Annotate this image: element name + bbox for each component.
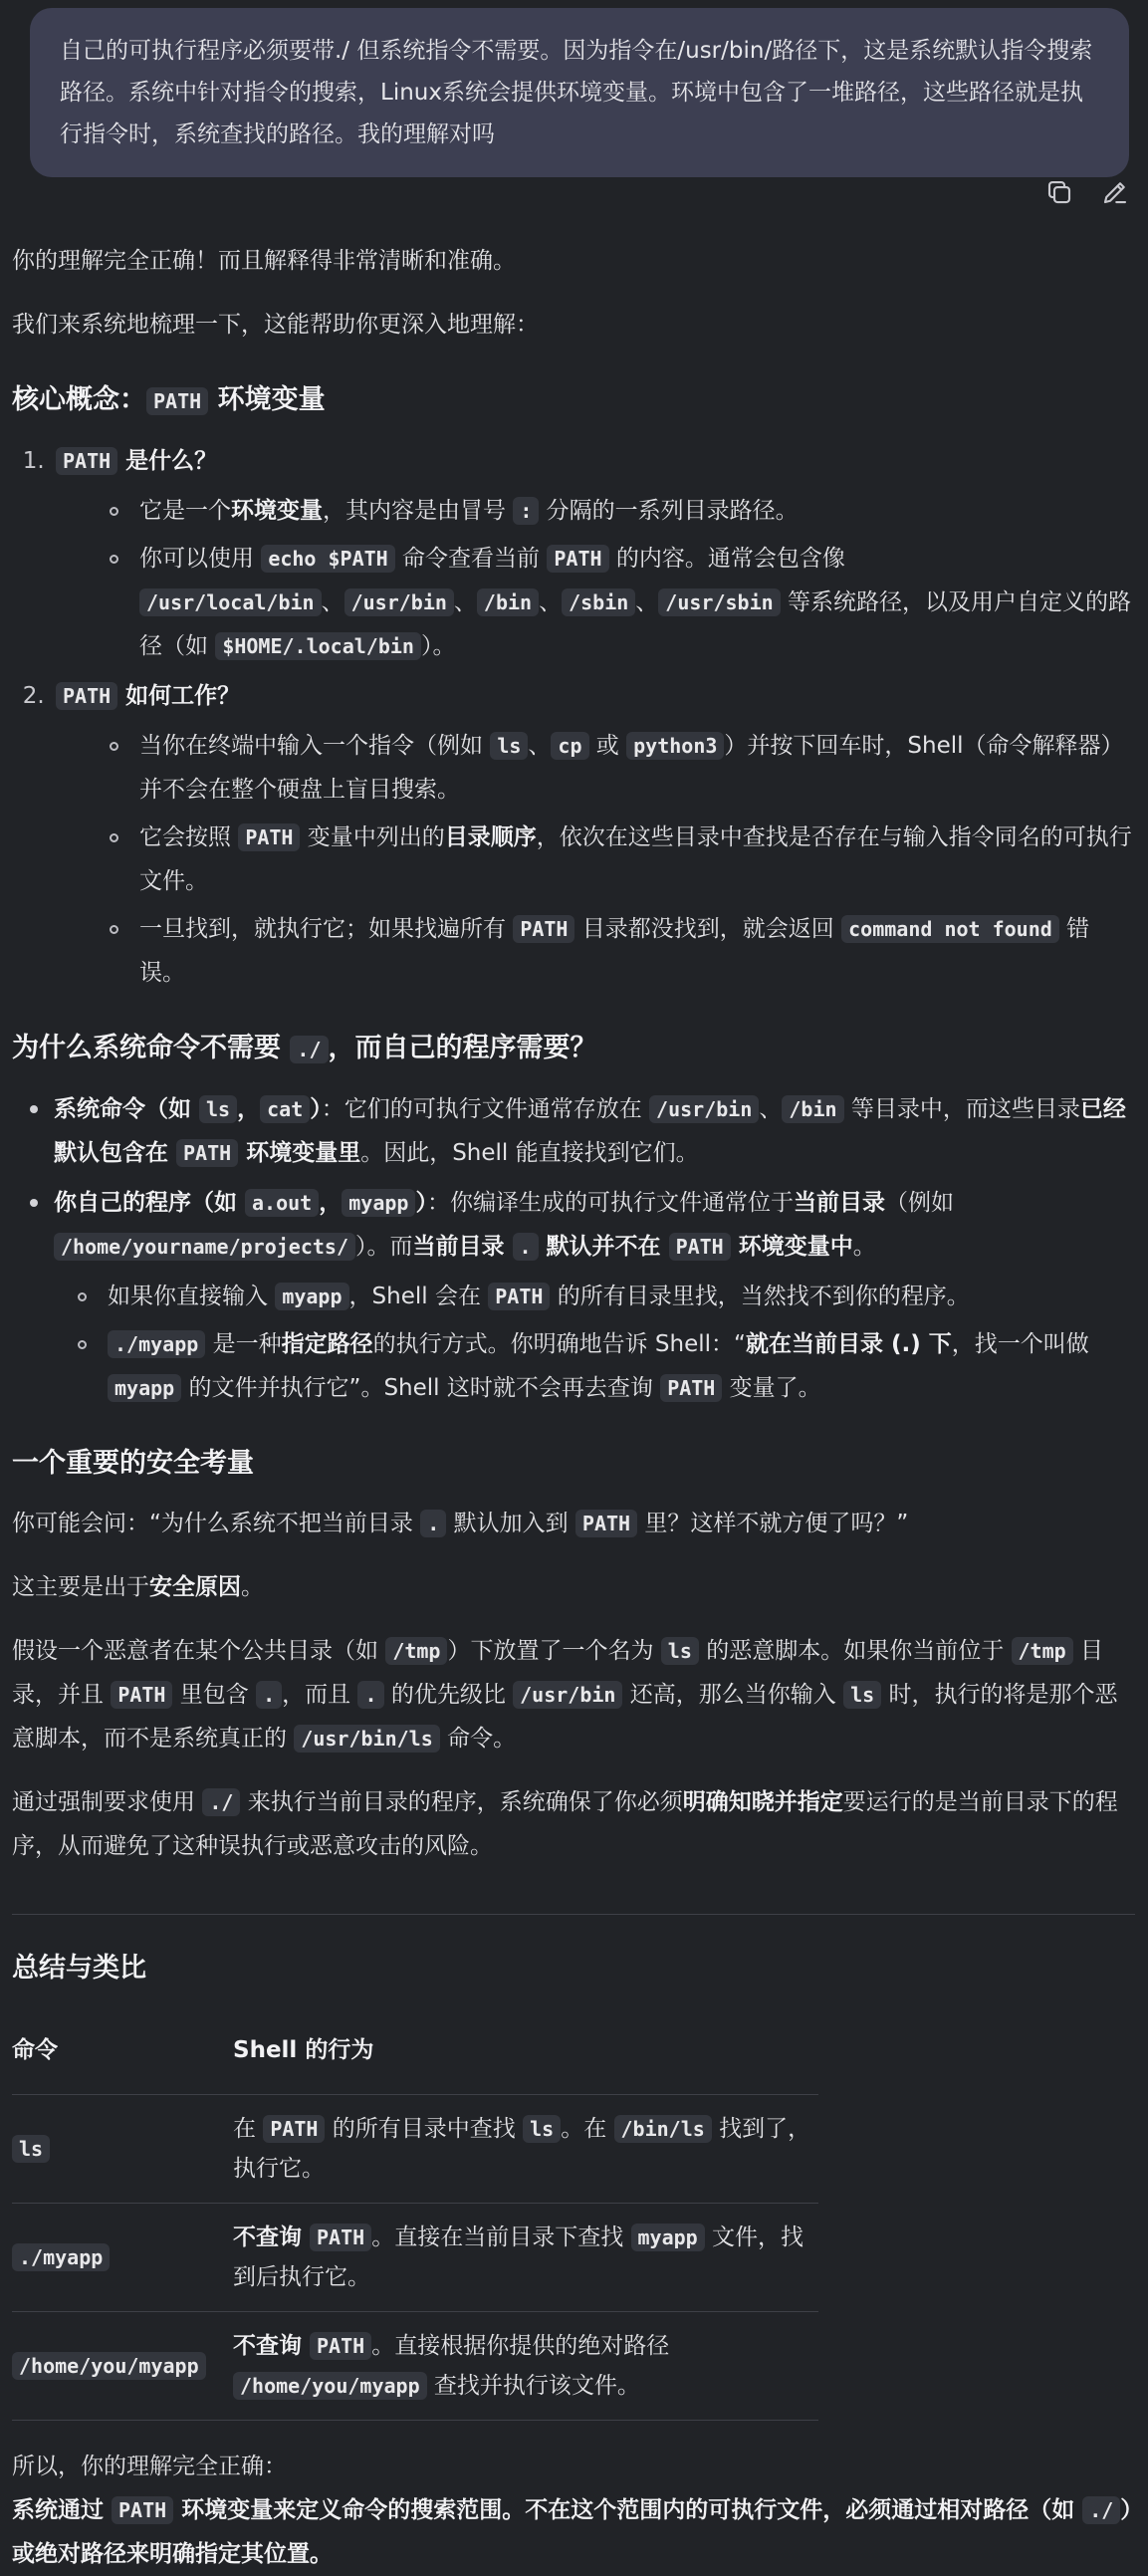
table-cell: /home/you/myapp [12, 2312, 233, 2421]
summary-table [12, 2006, 818, 2421]
table-cell: 不查询 PATH 。直接在当前目录下查找 myapp 文件，找到后执行它。 [233, 2204, 818, 2312]
table-row [12, 2312, 818, 2421]
table-header-row [12, 2006, 818, 2095]
conclusion-bold: 系统通过 PATH 环境变量来定义命令的搜索范围。不在这个范围内的可执行文件，必须通过相对路径（如 ./ ）或绝对路径来明确指定其位置。 [12, 2497, 1132, 2567]
assistant-answer [12, 239, 1135, 2576]
copy-icon[interactable] [1044, 177, 1074, 207]
list-item: 你可以使用 echo $PATH 命令查看当前 PATH 的内容。通常会包含像 /usr/local/bin 、 /usr/bin 、 /bin 、 /sbin 、 /usr/sbin 等系统路径，以及用户自定义的路径（如 $HOME/.local/bin ）。 [86, 537, 1135, 668]
table-row [12, 2095, 818, 2204]
intro-paragraph-2: 我们来系统地梳理一下，这能帮助你更深入地理解： [12, 312, 539, 338]
user-message-bubble [30, 8, 1129, 177]
table-header: Shell 的行为 [233, 2037, 374, 2063]
table-cell: ls [12, 2095, 233, 2204]
list-item: ./myapp 是一种指定路径的执行方式。你明确地告诉 Shell：“就在当前目录 (.) 下，找一个叫做 myapp 的文件并执行它”。Shell 这时就不会再去查询 PATH 变量了。 [54, 1322, 1135, 1410]
section-heading-summary: 总结与类比 [12, 1953, 146, 1984]
why-list [12, 1087, 1135, 1410]
list-item: 它是一个环境变量，其内容是由冒号 : 分隔的一系列目录路径。 [86, 489, 1135, 533]
security-example: 假设一个恶意者在某个公共目录（如 /tmp ）下放置了一个名为 ls 的恶意脚本。如果你当前位于 /tmp 目录，并且 PATH 里包含 . ，而且 . 的优先级比 /usr/bin 还高，那么当你输入 ls 时，执行的将是那个恶意脚本，而不是系统真正的 /usr/bin/ls 命令。 [12, 1638, 1118, 1752]
list-item: 系统命令（如 ls ， cat ）：它们的可执行文件通常存放在 /usr/bin 、 /bin 等目录中，而这些目录已经默认包含在 PATH 环境变量里。因此，Shell 能直接找到它们。 [12, 1087, 1135, 1175]
security-answer: 这主要是出于安全原因。 [12, 1574, 264, 1600]
security-conclusion: 通过强制要求使用 ./ 来执行当前目录的程序，系统确保了你必须明确知晓并指定要运行的是当前目录下的程序，从而避免了这种误执行或恶意攻击的风险。 [12, 1789, 1118, 1859]
table-cell: 在 PATH 的所有目录中查找 ls 。在 /bin/ls 找到了，执行它。 [233, 2095, 818, 2204]
message-actions [1044, 177, 1130, 207]
user-message-text: 自己的可执行程序必须要带./ 但系统指令不需要。因为指令在/usr/bin/路径下，这是系统默认指令搜索路径。系统中针对指令的搜索，Linux系统会提供环境变量。环境中包含了一堆路径，这些路径就是执行指令时，系统查找的路径。我的理解对吗 [60, 38, 1093, 147]
section-heading-security: 一个重要的安全考量 [12, 1448, 254, 1479]
divider [12, 1914, 1135, 1915]
security-question: 你可能会问：“为什么系统不把当前目录 . 默认加入到 PATH 里？这样不就方便了吗？” [12, 1511, 909, 1536]
section-heading-why: 为什么系统命令不需要 ./ ，而自己的程序需要？ [12, 1033, 597, 1063]
table-header: 命令 [12, 2037, 58, 2063]
table-cell: 不查询 PATH 。直接根据你提供的绝对路径 /home/you/myapp 查找并执行该文件。 [233, 2312, 818, 2421]
conclusion-line: 所以，你的理解完全正确： [12, 2454, 287, 2479]
section-heading-path: 核心概念： PATH 环境变量 [12, 384, 326, 415]
table-cell: ./myapp [12, 2204, 233, 2312]
list-item: 你自己的程序（如 a.out ， myapp ）：你编译生成的可执行文件通常位于当前目录（例如 /home/yourname/projects/ ）。而当前目录 . 默认并不在 PATH 环境变量中。 如果你直接输入 myapp ，Shell 会在 PATH 的所有目录里找，当然找不到你的程序。 ./myapp 是一种指定路径的执行方式。你明确地告诉 Shell：“就在当前目录 (.) 下，找一个叫做 myapp 的文件并执行它”。Shell 这时就不会再去查询 PATH 变量了。 [12, 1181, 1135, 1410]
list-item: 当你在终端中输入一个指令（例如 ls 、 cp 或 python3 ）并按下回车时，Shell（命令解释器）并不会在整个硬盘上盲目搜索。 [86, 724, 1135, 812]
list-item: 1. PATH 是什么？ 它是一个环境变量，其内容是由冒号 : 分隔的一系列目录路径。 你可以使用 echo $PATH 命令查看当前 PATH 的内容。通常会包含像 /usr/local/bin 、 /usr/bin 、 /bin 、 /sbin 、 /usr/sbin 等系统路径，以及用户自定义的路径（如 $HOME/.local/bin ）。 [52, 439, 1135, 668]
list-item: 它会按照 PATH 变量中列出的目录顺序，依次在这些目录中查找是否存在与输入指令同名的可执行文件。 [86, 816, 1135, 903]
list-item: 如果你直接输入 myapp ，Shell 会在 PATH 的所有目录里找，当然找不到你的程序。 [54, 1275, 1135, 1318]
table-row [12, 2204, 818, 2312]
list-item: 2. PATH 如何工作？ 当你在终端中输入一个指令（例如 ls 、 cp 或 python3 ）并按下回车时，Shell（命令解释器）并不会在整个硬盘上盲目搜索。 它会按照 PATH 变量中列出的目录顺序，依次在这些目录中查找是否存在与输入指令同名的可执行文件。 一旦找到，就执行它；如果找遍所有 PATH 目录都没找到，就会返回 command not found 错误。 [52, 674, 1135, 995]
path-concept-list [12, 439, 1135, 995]
list-item: 一旦找到，就执行它；如果找遍所有 PATH 目录都没找到，就会返回 command not found 错误。 [86, 907, 1135, 995]
pencil-icon[interactable] [1100, 177, 1130, 207]
intro-paragraph-1: 你的理解完全正确！而且解释得非常清晰和准确。 [12, 248, 516, 274]
